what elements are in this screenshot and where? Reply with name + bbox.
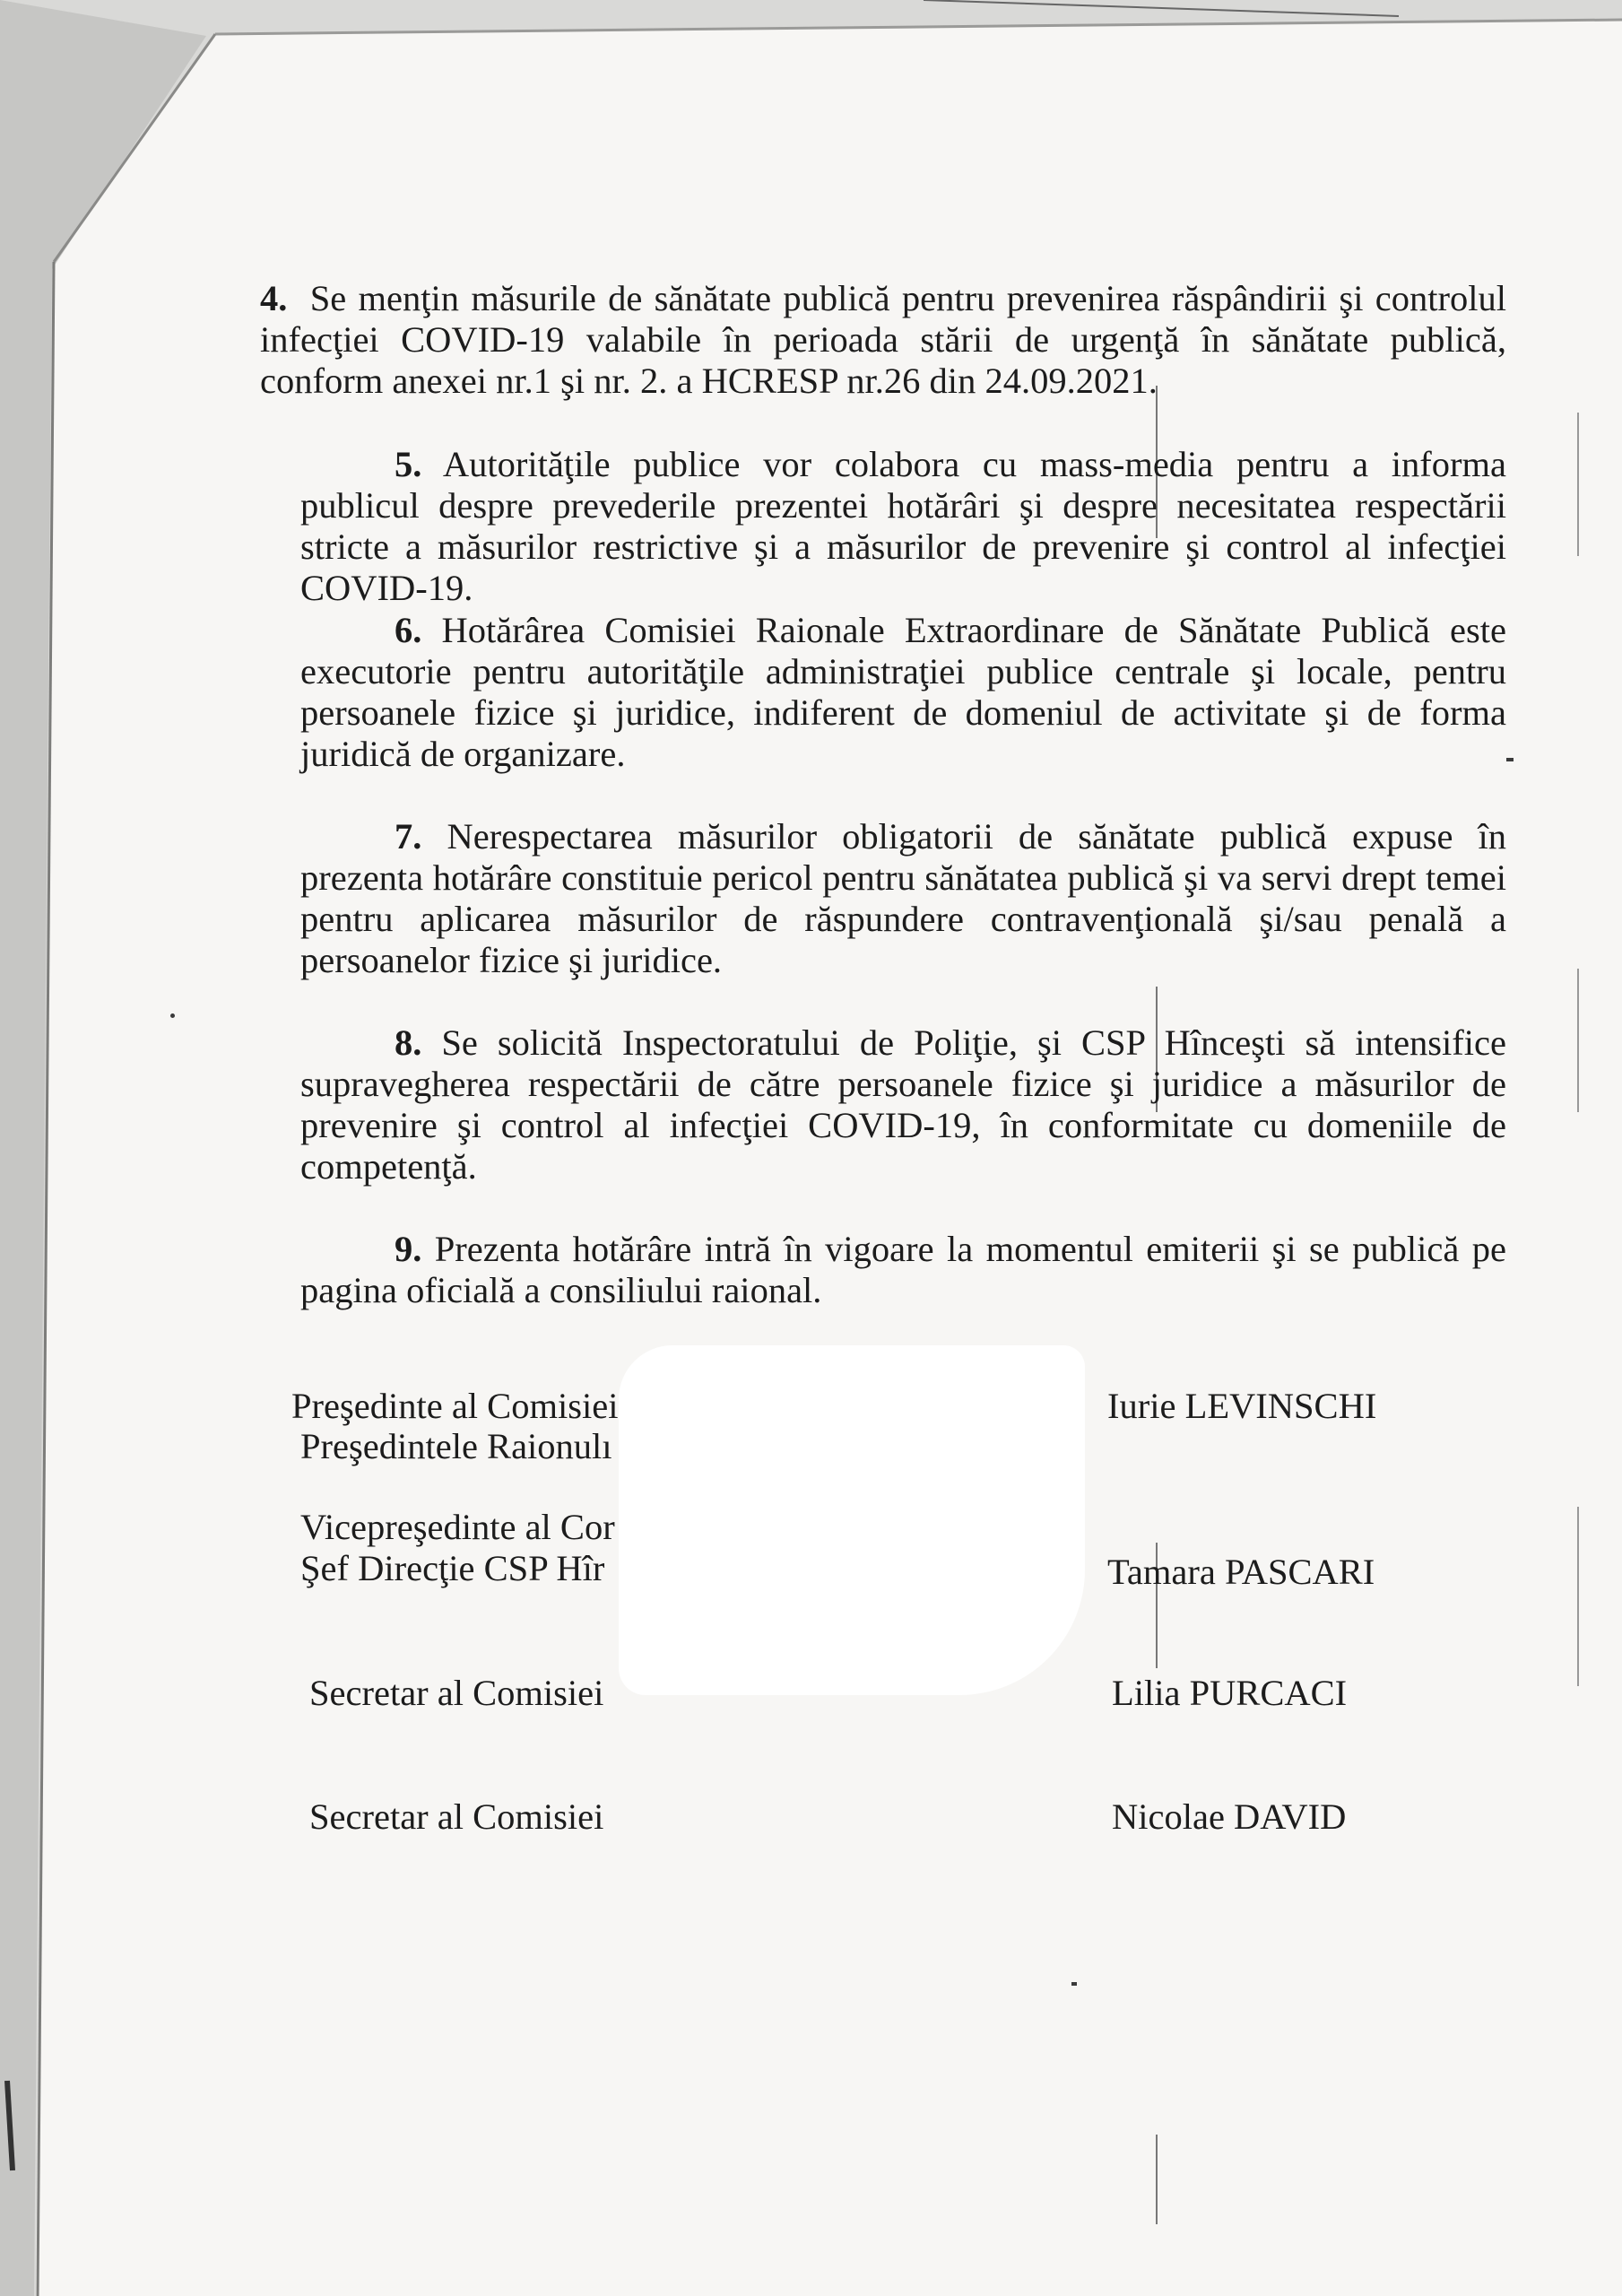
signature-title-raion-president: Preşedintele Raionulı (300, 1426, 612, 1466)
signature-name-levinschi: Iurie LEVINSCHI (1107, 1386, 1377, 1426)
signature-name-purcaci: Lilia PURCACI (1112, 1673, 1348, 1713)
speck-mark (170, 1013, 175, 1018)
speck-mark (1071, 1982, 1077, 1986)
speck-mark (1506, 758, 1514, 761)
signature-title-secretary-1: Secretar al Comisiei (309, 1673, 604, 1713)
signature-title-vicepresident: Vicepreşedinte al Cor (300, 1507, 615, 1547)
signature-title-president: Preşedinte al Comisiei (291, 1386, 619, 1426)
paragraph-5: 5. Autorităţile publice vor colabora cu mass-media pentru a informa publicul despre prevederile prezentei hotărâri şi despre necesitatea respectării stricte a măsurilor restrictive şi a măsurilor de prevenire şi control al infecţiei COVID-19. (300, 444, 1507, 608)
redaction-patch (619, 1345, 1085, 1695)
paragraph-4: 4. Se menţin măsurile de sănătate publică pentru prevenirea răspândirii şi controlul infecţiei COVID-19 valabile în perioada stării de urgenţă în sănătate publică, conform anexei nr.1 şi nr. 2. a HCRESP nr.26 din 24.09.2021. (260, 278, 1507, 401)
paragraph-9: 9. Prezenta hotărâre intră în vigoare la momentul emiterii şi se publică pe pagina oficială a consiliului raional. (300, 1229, 1507, 1310)
paragraph-7: 7. Nerespectarea măsurilor obligatorii de sănătate publică expuse în prezenta hotărâre constituie pericol pentru sănătatea publică şi va servi drept temei pentru aplicarea măsurilor de răspundere contravenţională şi/sau penală a persoanelor fizice şi juridice. (300, 816, 1507, 980)
paragraph-6: 6. Hotărârea Comisiei Raionale Extraordinare de Sănătate Publică este executorie pentru autorităţile administraţiei publice centrale şi locale, pentru persoanele fizice şi juridice, indiferent de domeniul de activitate şi de forma juridică de organizare. (300, 610, 1506, 774)
signature-name-david: Nicolae DAVID (1112, 1796, 1347, 1837)
paragraph-8: 8. Se solicită Inspectoratului de Poliţie, şi CSP Hînceşti să intensifice supravegherea respectării de către persoanele fizice şi juridice a măsurilor de prevenire şi control al infecţiei COVID-19, în conformitate cu domeniile de competenţă. (300, 1022, 1506, 1187)
signature-title-secretary-2: Secretar al Comisiei (309, 1796, 604, 1837)
signature-name-pascari: Tamara PASCARI (1107, 1552, 1375, 1592)
signature-title-csp-head: Şef Direcţie CSP Hîr (300, 1548, 605, 1588)
